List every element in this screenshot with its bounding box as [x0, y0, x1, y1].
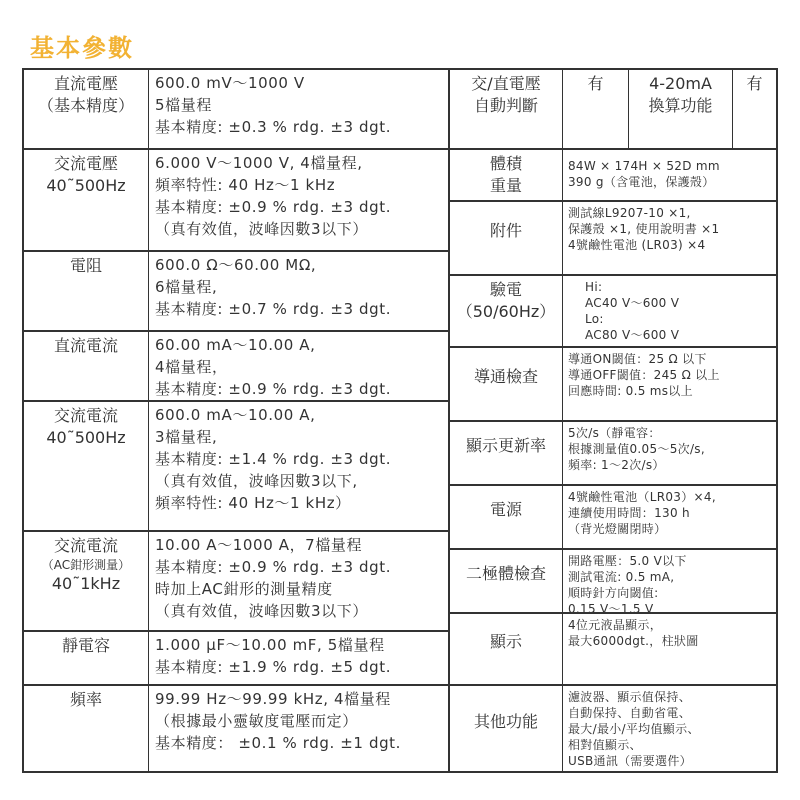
value-diode	[562, 548, 776, 612]
value-aca-line: 基本精度: ±1.4 % rdg. ±3 dgt.	[155, 450, 392, 468]
value-power	[562, 484, 776, 548]
value-size	[562, 148, 776, 200]
value-dca-line: 4檔量程，	[155, 358, 228, 376]
value-freq-line: （根據最小靈敏度電壓而定）	[155, 712, 358, 730]
value-other-line: 濾波器、顯示值保持、	[568, 690, 692, 704]
value-acv	[148, 148, 448, 250]
value-acdc-auto-line: 有	[587, 74, 604, 93]
label-4-20ma-line: 換算功能	[648, 96, 713, 115]
label-size-line: 體積	[489, 154, 522, 173]
value-refresh-line: 頻率: 1～2次/s）	[568, 458, 665, 472]
value-cont	[562, 346, 776, 420]
label-freq	[24, 684, 148, 771]
label-acdc-auto-line: 交/直電壓	[471, 74, 541, 93]
label-cont	[450, 346, 562, 420]
value-aca-line: 3檔量程,	[155, 428, 218, 446]
label-diode-line: 二極體檢查	[465, 564, 546, 583]
value-diode-line: 開路電壓：5.0 V以下	[568, 554, 687, 568]
value-dca-line: 基本精度: ±0.9 % rdg. ±3 dgt.	[155, 380, 392, 398]
value-res-line: 基本精度: ±0.7 % rdg. ±3 dgt.	[155, 300, 392, 318]
label-refresh	[450, 420, 562, 484]
value-res	[148, 250, 448, 330]
label-acdc-auto	[450, 70, 562, 148]
value-disp-line: 最大6000dgt.，柱狀圖	[568, 634, 699, 648]
label-other	[450, 684, 562, 771]
label-refresh-line: 顯示更新率	[465, 436, 546, 455]
value-size-line: 390 g（含電池，保護殼）	[568, 175, 715, 189]
value-res-line: 600.0 Ω～60.00 MΩ,	[155, 256, 317, 274]
label-size	[450, 148, 562, 200]
value-aca-line: 600.0 mA～10.00 A,	[155, 406, 316, 424]
value-dcv-line: 600.0 mV～1000 V	[155, 74, 305, 92]
value-clamp-line: （真有效值，波峰因數3以下）	[155, 602, 368, 620]
value-refresh-line: 根據測量值0.05～5次/s,	[568, 442, 705, 456]
value-freq-line: 99.99 Hz～99.99 kHz, 4檔量程	[155, 690, 391, 708]
value-acdc-auto	[562, 70, 628, 148]
label-size-line: 重量	[489, 176, 522, 195]
value-other-line: 最大/最小/平均值顯示、	[568, 722, 700, 736]
label-aca-line: 交流電流	[53, 406, 118, 425]
label-dca	[24, 330, 148, 400]
value-aca	[148, 400, 448, 530]
label-dcv-line: （基本精度）	[37, 96, 134, 115]
label-dcv-line: 直流電壓	[53, 74, 118, 93]
value-clamp-line: 時加上AC鉗形的測量精度	[155, 580, 333, 598]
value-disp-line: 4位元液晶顯示，	[568, 618, 663, 632]
value-volt-line: AC40 V～600 V	[585, 296, 680, 310]
value-acv-line: （真有效值，波峰因數3以下）	[155, 220, 368, 238]
left-spec-table	[22, 68, 450, 773]
label-acv-line: 交流電壓	[53, 154, 118, 173]
label-freq-line: 頻率	[69, 690, 102, 709]
value-diode-line: 0.15 V～1.5 V	[568, 602, 654, 612]
value-volt-line: Hi:	[585, 280, 603, 294]
value-acc-line: 保護殼 ×1, 使用說明書 ×1	[568, 222, 720, 236]
value-other-line: 自動保持、自動省電、	[568, 706, 692, 720]
value-power-line: 4號鹼性電池（LR03）×4,	[568, 490, 716, 504]
label-diode	[450, 548, 562, 612]
value-other-line: 相對值顯示、	[568, 738, 642, 752]
value-dcv	[148, 70, 448, 148]
value-clamp-line: 基本精度: ±0.9 % rdg. ±3 dgt.	[155, 558, 392, 576]
value-dcv-line: 5檔量程	[155, 96, 212, 114]
value-refresh	[562, 420, 776, 484]
label-acc-line: 附件	[489, 221, 522, 240]
label-volt	[450, 274, 562, 346]
value-acc-line: 4號鹼性電池 (LR03) ×4	[568, 238, 706, 252]
value-volt	[562, 274, 776, 346]
label-clamp-line: （AC鉗形測量）	[41, 558, 131, 572]
value-diode-line: 順時針方向閾值:	[568, 586, 659, 600]
value-cap-line: 基本精度: ±1.9 % rdg. ±5 dgt.	[155, 658, 392, 676]
label-4-20ma	[628, 70, 732, 148]
label-dcv	[24, 70, 148, 148]
value-volt-line: AC80 V～600 V	[585, 328, 680, 342]
value-refresh-line: 5次/s（靜電容：	[568, 426, 661, 440]
value-power-line: 連續使用時間：130 h	[568, 506, 690, 520]
value-acv-line: 基本精度: ±0.9 % rdg. ±3 dgt.	[155, 198, 392, 216]
label-other-line: 其他功能	[473, 711, 538, 731]
value-4-20ma-line: 有	[746, 74, 763, 93]
label-cap	[24, 630, 148, 684]
value-clamp	[148, 530, 448, 630]
value-cont-line: 回應時間: 0.5 ms以上	[568, 384, 693, 398]
value-cont-line: 導通ON閾值：25 Ω 以下	[568, 352, 707, 366]
label-clamp-line: 交流電流	[53, 536, 118, 555]
value-dcv-line: 基本精度: ±0.3 % rdg. ±3 dgt.	[155, 118, 392, 136]
value-volt-line: Lo:	[585, 312, 604, 326]
label-volt-line: （50/60Hz）	[456, 302, 556, 321]
value-size-line: 84W × 174H × 52D mm	[568, 159, 720, 173]
value-acc	[562, 200, 776, 274]
value-cont-line: 導通OFF閾值：245 Ω 以上	[568, 368, 720, 382]
value-aca-line: 頻率特性: 40 Hz～1 kHz）	[155, 494, 351, 512]
value-cap	[148, 630, 448, 684]
value-freq	[148, 684, 448, 771]
value-diode-line: 測試電流: 0.5 mA,	[568, 570, 675, 584]
value-cap-line: 1.000 μF～10.00 mF, 5檔量程	[155, 636, 385, 654]
value-dca-line: 60.00 mA～10.00 A,	[155, 336, 316, 354]
label-4-20ma-line: 4-20mA	[649, 74, 712, 93]
label-acdc-auto-line: 自動判斷	[473, 96, 538, 115]
label-disp-line: 顯示	[489, 632, 522, 651]
value-acv-line: 6.000 V～1000 V, 4檔量程,	[155, 154, 363, 172]
label-clamp	[24, 530, 148, 630]
value-clamp-line: 10.00 A～1000 A，7檔量程	[155, 536, 363, 554]
value-other	[562, 684, 776, 771]
value-aca-line: （真有效值，波峰因數3以下,	[155, 472, 358, 490]
label-res-line: 電阻	[69, 256, 102, 275]
value-acv-line: 頻率特性: 40 Hz～1 kHz	[155, 176, 336, 194]
page-title: 基本參數	[30, 34, 134, 62]
value-power-line: （背光燈關閉時）	[568, 522, 667, 536]
label-aca	[24, 400, 148, 530]
label-cont-line: 導通檢查	[473, 367, 538, 386]
value-disp	[562, 612, 776, 684]
right-spec-table	[448, 68, 778, 773]
label-disp	[450, 612, 562, 684]
label-res	[24, 250, 148, 330]
value-acc-line: 測試線L9207-10 ×1,	[568, 206, 691, 220]
label-acc	[450, 200, 562, 274]
value-dca	[148, 330, 448, 400]
value-freq-line: 基本精度： ±0.1 % rdg. ±1 dgt.	[155, 734, 402, 752]
label-acv-line: 40˜500Hz	[46, 176, 126, 195]
value-other-line: USB通訊（需要選件）	[568, 754, 692, 768]
label-acv	[24, 148, 148, 250]
label-clamp-line: 40˜1kHz	[51, 574, 121, 593]
label-volt-line: 驗電	[489, 280, 522, 299]
label-power	[450, 484, 562, 548]
label-power-line: 電源	[489, 500, 522, 519]
value-4-20ma	[732, 70, 776, 148]
label-aca-line: 40˜500Hz	[46, 428, 126, 447]
label-cap-line: 靜電容	[61, 636, 110, 655]
label-dca-line: 直流電流	[53, 336, 118, 355]
value-res-line: 6檔量程,	[155, 278, 218, 296]
